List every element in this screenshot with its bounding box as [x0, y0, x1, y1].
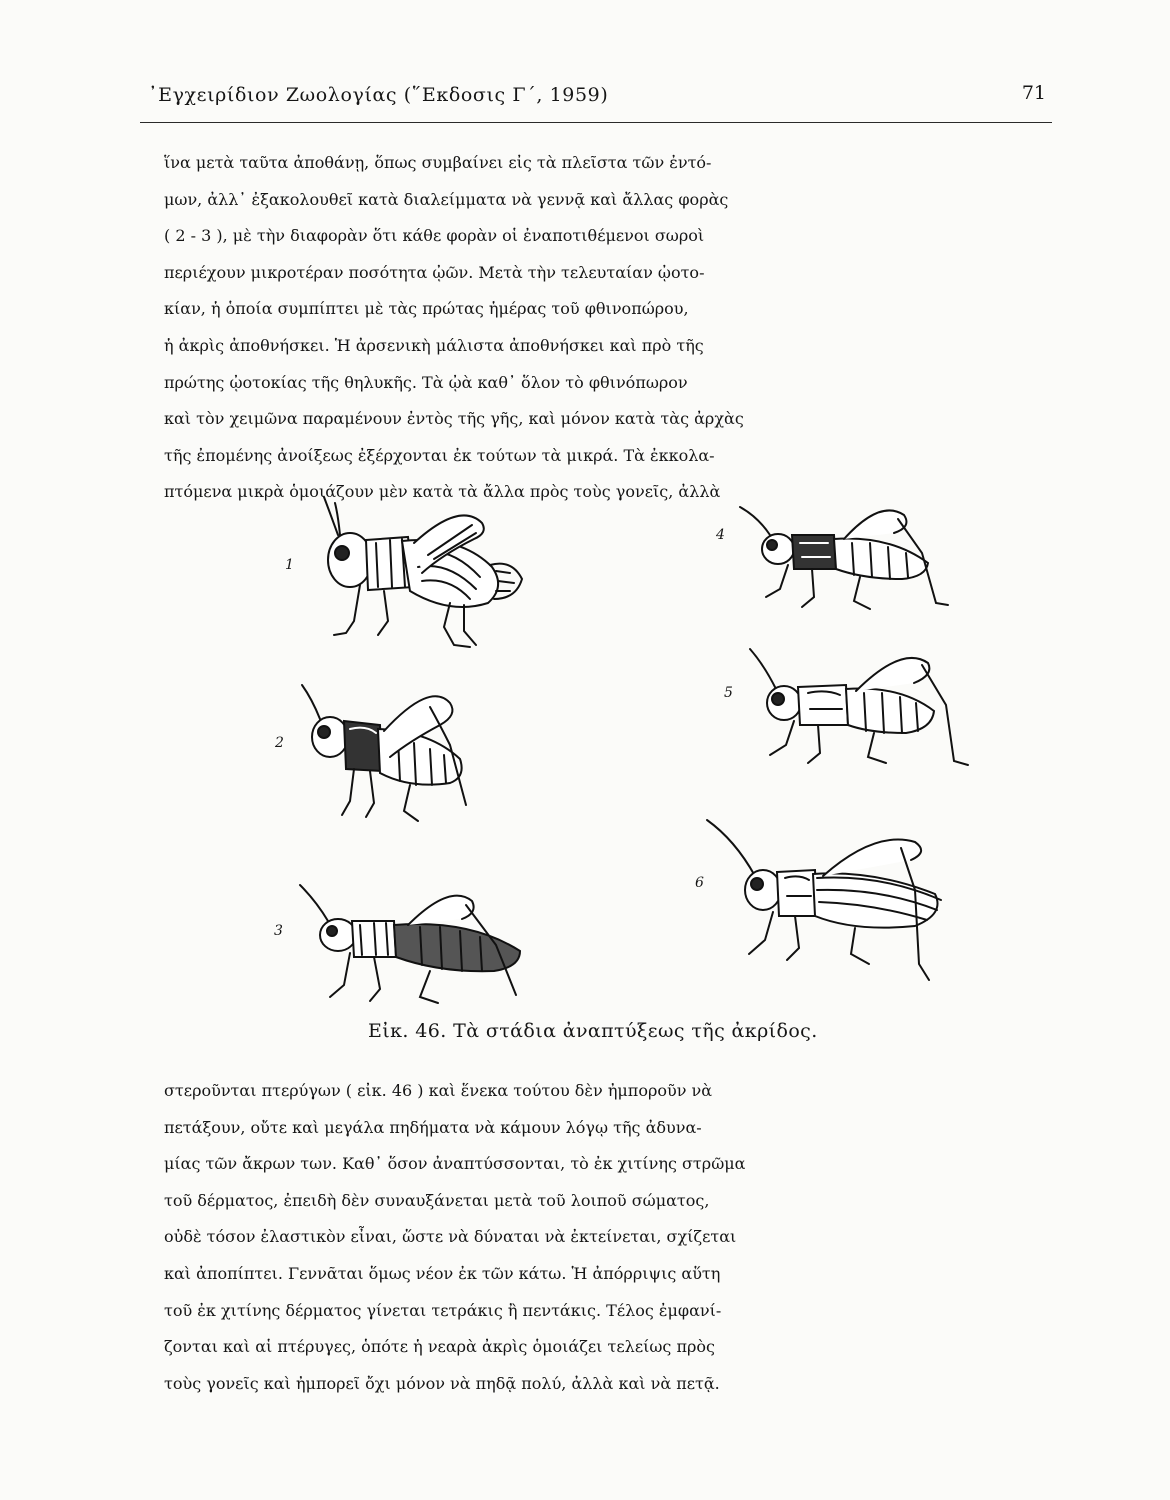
text-line: καὶ τὸν χειμῶνα παραμένουν ἐντὸς τῆς γῆς, καὶ μόνον κατὰ τὰς ἀρχὰς	[164, 409, 744, 429]
text-line: τοῦ ἐκ χιτίνης δέρματος γίνεται τετράκις ἢ πεντάκις. Τέλος ἐμφανί-	[164, 1300, 722, 1320]
stage-2-label: 2	[275, 735, 284, 751]
stage-1-label: 1	[285, 557, 294, 573]
stage-6	[695, 820, 965, 1000]
text-line: οὐδὲ τόσον ἐλαστικὸν εἶναι, ὥστε νὰ δύναται νὰ ἐκτείνεται, σχίζεται	[164, 1227, 737, 1247]
page-header	[148, 82, 1050, 116]
grasshopper-nymph-stage-1-illustration	[310, 495, 530, 655]
grasshopper-nymph-stage-4-illustration	[740, 505, 990, 615]
stage-2	[275, 685, 490, 830]
grasshopper-nymph-stage-5-illustration	[750, 645, 1000, 785]
text-line: κίαν, ἡ ὁποία συμπίπτει μὲ τὰς πρώτας ἡμέρας τοῦ φθινοπώρου,	[164, 299, 689, 319]
body-paragraph-bottom	[164, 1073, 1064, 1402]
text-line: ἡ ἀκρὶς ἀποθνήσκει. Ἡ ἀρσενικὴ μάλιστα ἀποθνήσκει καὶ πρὸ τῆς	[164, 335, 704, 355]
grasshopper-nymph-stage-2-illustration	[290, 685, 490, 830]
page-number: 71	[1021, 82, 1046, 104]
text-line: ζονται καὶ αἱ πτέρυγες, ὁπότε ἡ νεαρὰ ἀκρὶς ὁμοιάζει τελείως πρὸς	[164, 1337, 715, 1357]
stage-3-label: 3	[274, 923, 283, 939]
text-line: ἵνα μετὰ ταῦτα ἀποθάνῃ, ὅπως συμβαίνει εἰς τὰ πλεῖστα τῶν ἐντό-	[164, 153, 712, 172]
body-paragraph-top	[164, 145, 1064, 511]
stage-4	[716, 505, 990, 615]
text-line: μίας τῶν ἄκρων των. Καθ᾿ ὅσον ἀναπτύσσονται, τὸ ἐκ χιτίνης στρῶμα	[164, 1154, 746, 1174]
stage-5-label: 5	[724, 685, 733, 701]
stage-3	[274, 885, 570, 1010]
text-line: μων, ἀλλ᾿ ἐξακολουθεῖ κατὰ διαλείμματα νὰ γεννᾷ καὶ ἄλλας φορὰς	[164, 189, 729, 209]
text-line: τοὺς γονεῖς καὶ ἠμπορεῖ ὄχι μόνον νὰ πηδᾷ πολύ, ἀλλὰ καὶ νὰ πετᾷ.	[164, 1373, 720, 1393]
running-title: ᾿Εγχειρίδιον Ζωολογίας (῞Εκδοσις Γ΄, 1959)	[148, 84, 609, 106]
stage-4-label: 4	[716, 527, 725, 543]
stage-6-label: 6	[695, 875, 704, 891]
text-line: καὶ ἀποπίπτει. Γεννᾶται ὅμως νέον ἐκ τῶν κάτω. Ἡ ἀπόρριψις αὕτη	[164, 1263, 721, 1283]
header-rule	[140, 122, 1052, 123]
grasshopper-nymph-stage-3-illustration	[290, 885, 570, 1010]
text-line: περιέχουν μικροτέραν ποσότητα ᾠῶν. Μετὰ τὴν τελευταίαν ᾠοτο-	[164, 262, 705, 282]
text-line: τῆς ἐπομένης ἀνοίξεως ἐξέρχονται ἐκ τούτων τὰ μικρά. Τὰ ἐκκολα-	[164, 445, 715, 465]
text-line: πρώτης ᾠοτοκίας τῆς θηλυκῆς. Τὰ ᾠὰ καθ᾿ ὅλον τὸ φθινόπωρον	[164, 372, 688, 392]
text-line: πετάξουν, οὔτε καὶ μεγάλα πηδήματα νὰ κάμουν λόγῳ τῆς ἀδυνα-	[164, 1117, 702, 1137]
text-line: πτόμενα μικρὰ ὁμοιάζουν μὲν κατὰ τὰ ἄλλα πρὸς τοὺς γονεῖς, ἀλλὰ	[164, 482, 721, 502]
figure-caption: Εἰκ. 46. Τὰ στάδια ἀναπτύξεως τῆς ἀκρίδος.	[368, 1020, 818, 1042]
text-line: στεροῦνται πτερύγων ( εἰκ. 46 ) καὶ ἕνεκα τούτου δὲν ἠμποροῦν νὰ	[164, 1081, 713, 1100]
stage-5	[724, 645, 1000, 785]
text-line: τοῦ δέρματος, ἐπειδὴ δὲν συναυξάνεται μετὰ τοῦ λοιποῦ σώματος,	[164, 1190, 710, 1210]
grasshopper-adult-stage-6-illustration	[705, 820, 965, 1000]
text-line: ( 2 - 3 ), μὲ τὴν διαφορὰν ὅτι κάθε φορὰν οἱ ἐναποτιθέμενοι σωροὶ	[164, 226, 705, 246]
figure-grasshopper-stages	[150, 485, 1050, 1025]
stage-1	[285, 495, 530, 655]
